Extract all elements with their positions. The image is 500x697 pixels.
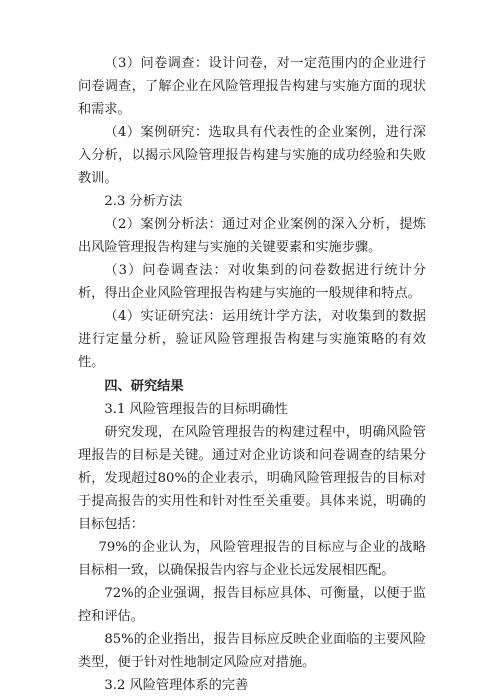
chapter-heading-results: 四、研究结果	[104, 379, 184, 394]
section-heading-analysis-methods: 2.3 分析方法	[104, 194, 183, 209]
paragraph-stat-79: 79%的企业认为，风险管理报告的目标应与企业的战略目标相一致，以确保报告内容与企业长远发展相匹配。	[78, 540, 426, 578]
section-heading-goal-clarity: 3.1 风险管理报告的目标明确性	[104, 402, 288, 417]
document-body	[78, 52, 426, 697]
section-heading-system-improvement: 3.2 风险管理体系的完善	[104, 678, 249, 693]
paragraph-survey-method: （3）问卷调查：设计问卷，对一定范围内的企业进行问卷调查，了解企业在风险管理报告构建与实施方面的现状和需求。	[78, 56, 426, 117]
paragraph-stat-85: 85%的企业指出，报告目标应反映企业面临的主要风险类型，便于针对性地制定风险应对措施。	[78, 632, 426, 670]
paragraph-case-analysis: （2）案例分析法：通过对企业案例的深入分析，提炼出风险管理报告构建与实施的关键要素和实施步骤。	[78, 217, 426, 255]
paragraph-empirical-research: （4）实证研究法：运用统计学方法，对收集到的数据进行定量分析，验证风险管理报告构建与实施策略的有效性。	[78, 309, 426, 370]
paragraph-findings: 研究发现，在风险管理报告的构建过程中，明确风险管理报告的目标是关键。通过对企业访谈和问卷调查的结果分析，发现超过80%的企业表示，明确风险管理报告的目标对于提高报告的实用性和针对性至关重要。具体来说，明确的目标包括：	[78, 425, 426, 532]
paragraph-case-study: （4）案例研究：选取具有代表性的企业案例，进行深入分析，以揭示风险管理报告构建与实施的成功经验和失败教训。	[78, 125, 426, 186]
paragraph-stat-72: 72%的企业强调，报告目标应具体、可衡量，以便于监控和评估。	[78, 586, 426, 624]
paragraph-questionnaire-analysis: （3）问卷调查法：对收集到的问卷数据进行统计分析，得出企业风险管理报告构建与实施的一般规律和特点。	[78, 263, 426, 301]
